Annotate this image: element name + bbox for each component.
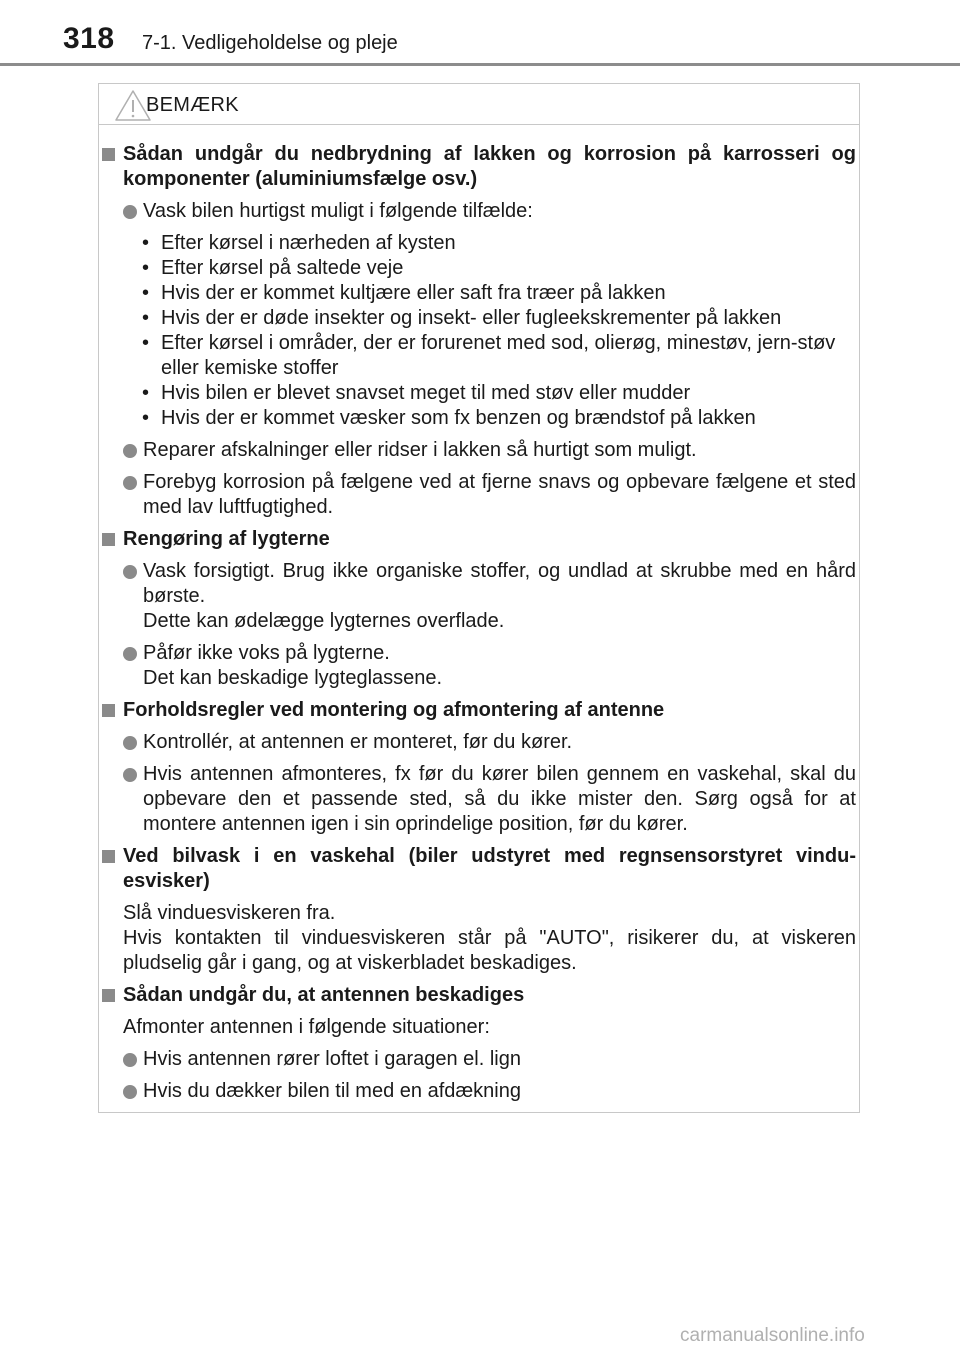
circle-bullet-icon <box>123 736 137 750</box>
square-bullet-icon <box>102 533 115 546</box>
list-item <box>98 762 858 837</box>
square-bullet-icon <box>102 704 115 717</box>
list-item-text: Forebyg korrosion på fælgene ved at fjerne snavs og opbevare fælgene et sted med lav luftfugtighed. <box>143 471 856 518</box>
list-item-text: Vask forsigtigt. Brug ikke organiske stoffer, og undlad at skrubbe med en hård børste. <box>143 560 856 607</box>
section-heading <box>98 698 858 723</box>
list-item-text: Kontrollér, at antennen er monteret, før du kører. <box>143 731 573 753</box>
sub-list-item-text: Hvis bilen er blevet snavset meget til med støv eller mudder <box>161 382 691 404</box>
dot-bullet-icon: • <box>142 232 150 254</box>
sub-list-item <box>98 381 858 406</box>
page-number: 318 <box>63 22 115 55</box>
circle-bullet-icon <box>123 565 137 579</box>
paragraph-line: Slå vinduesviskeren fra. <box>123 902 336 924</box>
list-item <box>98 1079 858 1104</box>
dot-bullet-icon: • <box>142 257 150 279</box>
square-bullet-icon <box>102 989 115 1002</box>
sub-list-item-text: Efter kørsel i områder, der er forurenet med sod, olierøg, minestøv, jern-støv eller kemiske stoffer <box>161 332 836 379</box>
notice-content <box>98 142 858 1111</box>
section-title: 7-1. Vedligeholdelse og pleje <box>142 32 398 54</box>
paragraph <box>98 1015 858 1040</box>
sub-list <box>98 231 858 431</box>
list-item-note: Det kan beskadige lygteglassene. <box>143 667 443 689</box>
paragraph-line: Hvis kontakten til vinduesviskeren står på "AUTO", risikerer du, at viskeren pludselig går i gang, og at viskerbladet beskadiges. <box>123 927 856 974</box>
sub-list-item-text: Hvis der er kommet kultjære eller saft fra træer på lakken <box>161 282 666 304</box>
heading-text: Rengøring af lygterne <box>123 528 330 550</box>
list-item <box>98 199 858 224</box>
list-item-text: Påfør ikke voks på lygterne. <box>143 642 390 664</box>
dot-bullet-icon: • <box>142 407 150 429</box>
circle-bullet-icon <box>123 444 137 458</box>
section-heading <box>98 844 858 894</box>
sub-list-item <box>98 331 858 381</box>
heading-text: Forholdsregler ved montering og afmontering af antenne <box>123 699 665 721</box>
circle-bullet-icon <box>123 647 137 661</box>
sub-list-item <box>98 231 858 256</box>
notice-header <box>99 84 859 125</box>
circle-bullet-icon <box>123 476 137 490</box>
dot-bullet-icon: • <box>142 307 150 329</box>
sub-list-item <box>98 281 858 306</box>
list-item <box>98 470 858 520</box>
heading-text: Ved bilvask i en vaskehal (biler udstyret med regnsensorstyret vindu-esvisker) <box>123 845 856 892</box>
circle-bullet-icon <box>123 1053 137 1067</box>
sub-list-item <box>98 256 858 281</box>
heading-text: Sådan undgår du nedbrydning af lakken og korrosion på karrosseri og komponenter (aluminiumsfælge osv.) <box>123 143 856 190</box>
list-item <box>98 438 858 463</box>
list-item-text: Hvis antennen rører loftet i garagen el. lign <box>143 1048 521 1070</box>
list-item <box>98 730 858 755</box>
circle-bullet-icon <box>123 768 137 782</box>
list-item <box>98 1047 858 1072</box>
sub-list-item-text: Efter kørsel i nærheden af kysten <box>161 232 456 254</box>
list-item <box>98 559 858 634</box>
list-item-text: Hvis du dækker bilen til med en afdækning <box>143 1080 521 1102</box>
watermark: carmanualsonline.info <box>680 1325 865 1346</box>
list-item <box>98 641 858 691</box>
circle-bullet-icon <box>123 1085 137 1099</box>
list-item-note: Dette kan ødelægge lygternes overflade. <box>143 610 505 632</box>
list-item-text: Vask bilen hurtigst muligt i følgende tilfælde: <box>143 200 533 222</box>
dot-bullet-icon: • <box>142 332 150 354</box>
square-bullet-icon <box>102 148 115 161</box>
dot-bullet-icon: • <box>142 282 150 304</box>
list-item-text: Hvis antennen afmonteres, fx før du kører bilen gennem en vaskehal, skal du opbevare den et passende sted, så du ikke mister den. Sørg også for at montere antennen igen i sin oprindelige position, før du kører. <box>143 763 856 835</box>
notice-title: BEMÆRK <box>146 94 239 116</box>
paragraph-line: Afmonter antennen i følgende situationer: <box>123 1016 490 1038</box>
sub-list-item <box>98 406 858 431</box>
circle-bullet-icon <box>123 205 137 219</box>
paragraph <box>98 901 858 976</box>
section-heading <box>98 527 858 552</box>
page-header <box>0 0 960 68</box>
heading-text: Sådan undgår du, at antennen beskadiges <box>123 984 525 1006</box>
sub-list-item <box>98 306 858 331</box>
list-item-text: Reparer afskalninger eller ridser i lakken så hurtigt som muligt. <box>143 439 697 461</box>
section-heading <box>98 983 858 1008</box>
header-divider <box>0 63 960 66</box>
sub-list-item-text: Efter kørsel på saltede veje <box>161 257 404 279</box>
section-heading <box>98 142 858 192</box>
dot-bullet-icon: • <box>142 382 150 404</box>
square-bullet-icon <box>102 850 115 863</box>
sub-list-item-text: Hvis der er døde insekter og insekt- eller fugleekskrementer på lakken <box>161 307 782 329</box>
sub-list-item-text: Hvis der er kommet væsker som fx benzen og brændstof på lakken <box>161 407 756 429</box>
